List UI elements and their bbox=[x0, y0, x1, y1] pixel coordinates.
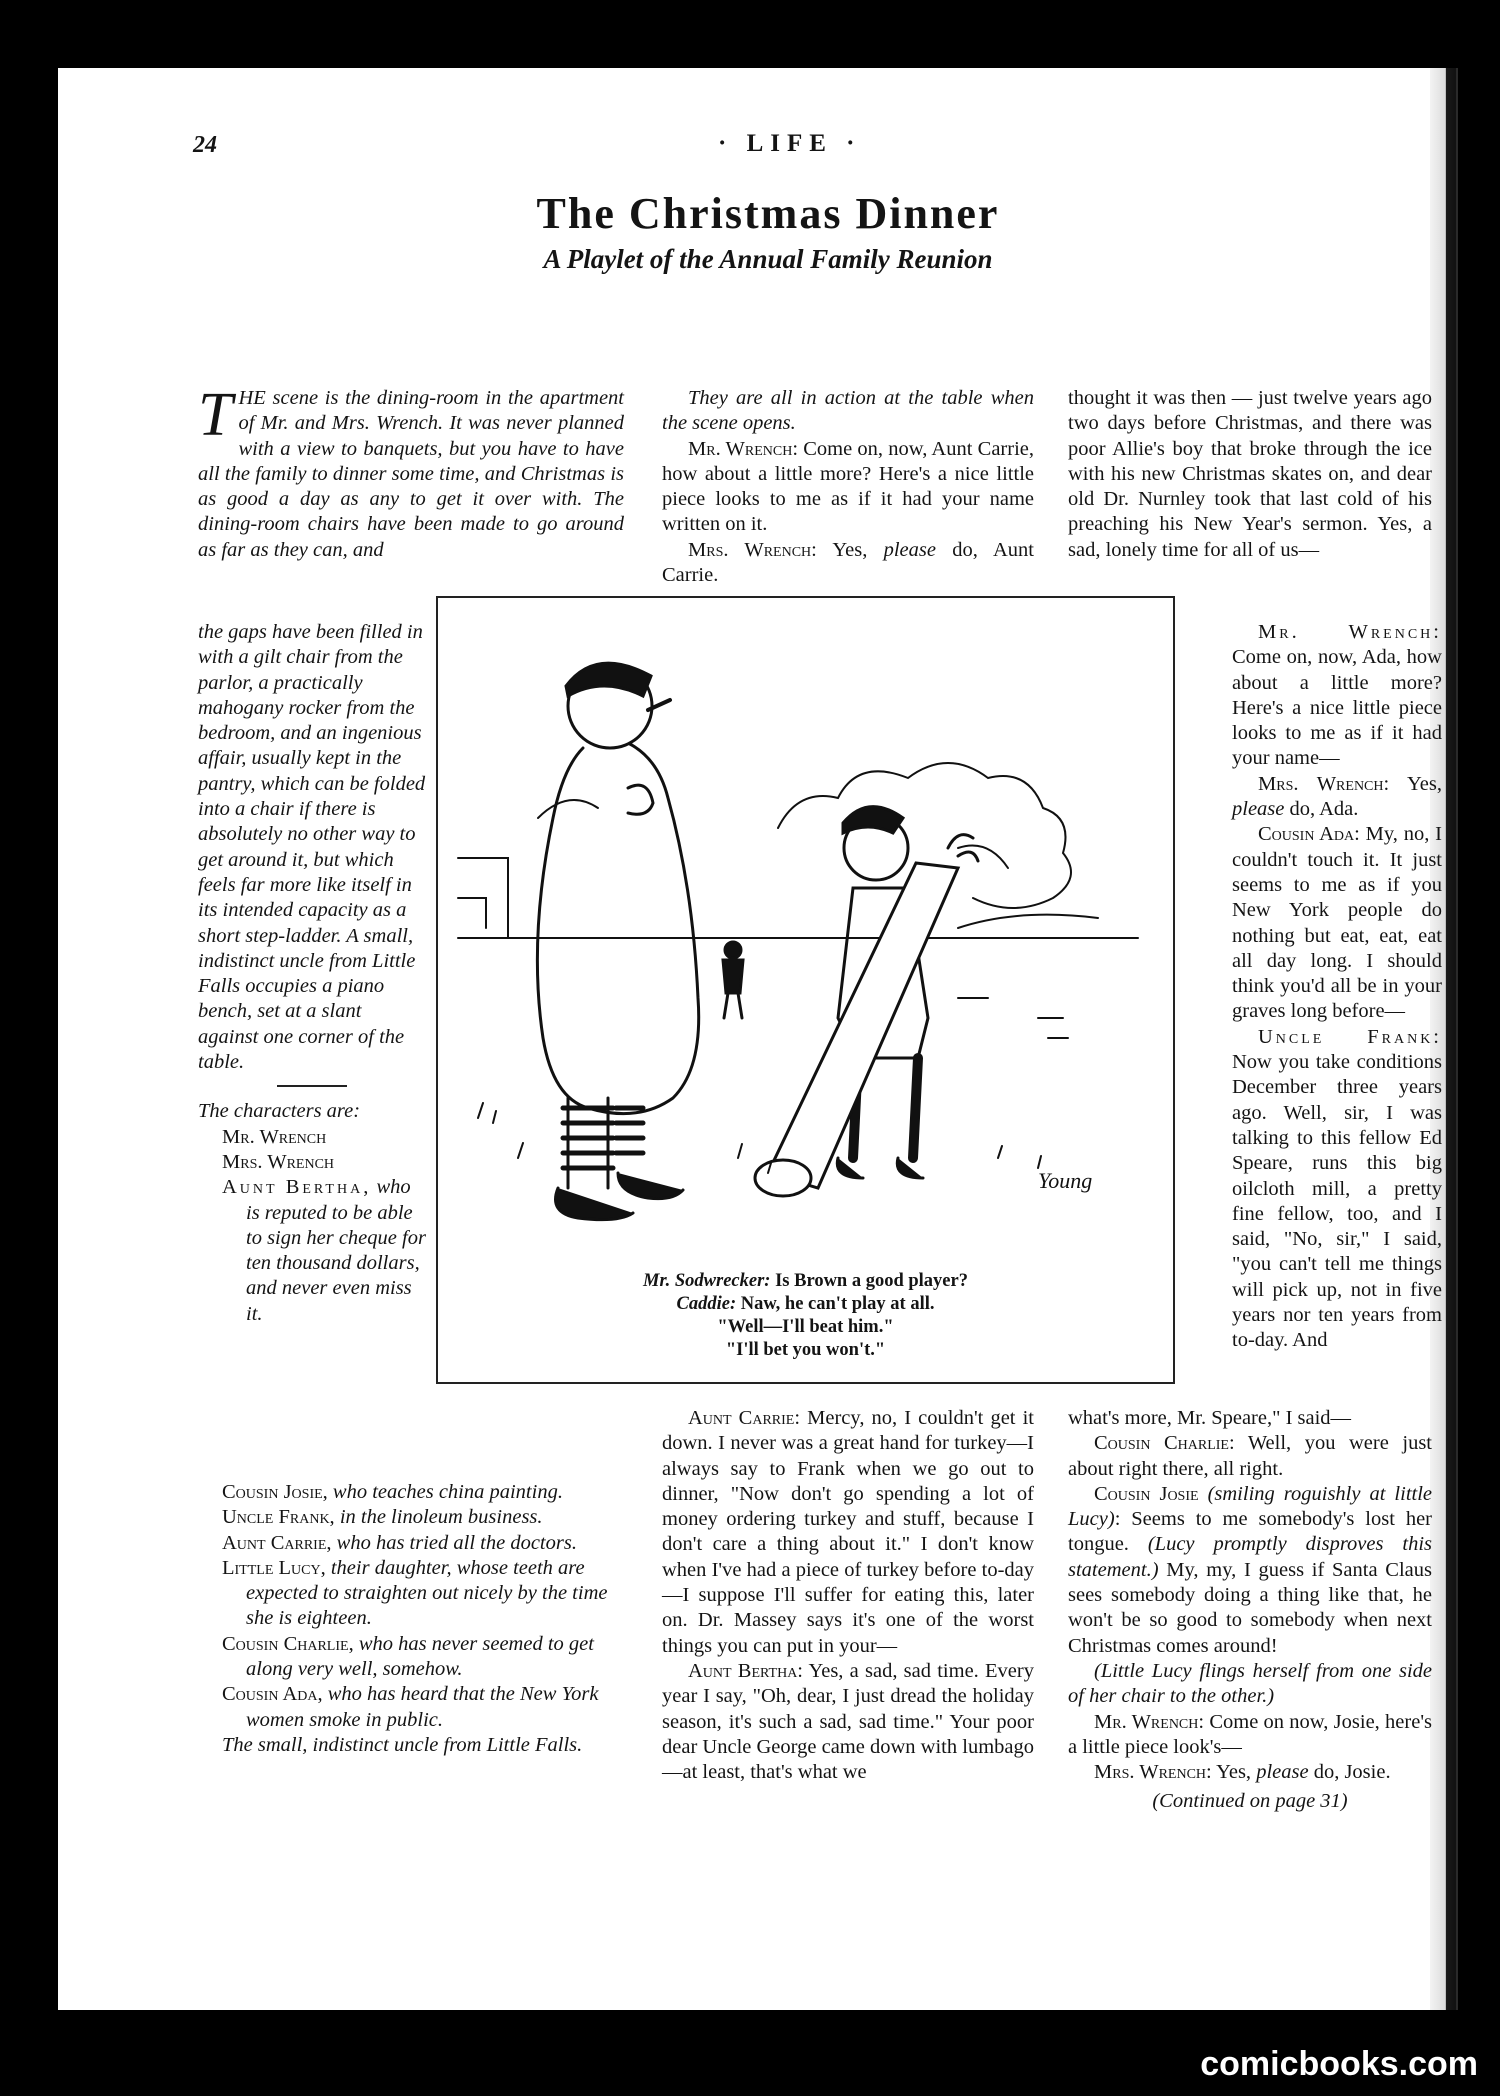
dialogue-line: Mr. Wrench: Come on, now, Aunt Carrie, how about a little more? Here's a nice little piece looks to me as if it had your name written on it. bbox=[662, 437, 1034, 536]
article-title: The Christmas Dinner bbox=[536, 189, 1000, 238]
character-entry: Uncle Frank, in the linoleum business. bbox=[222, 1506, 543, 1529]
characters-label: The characters are: bbox=[198, 1100, 361, 1123]
character-entry: Aunt Carrie, who has tried all the doctors. bbox=[222, 1531, 577, 1554]
magazine-page bbox=[58, 68, 1458, 2010]
site-watermark: comicbooks.com bbox=[1200, 2045, 1478, 2083]
dialogue-line: Mrs. Wrench: Yes, please do, Ada. bbox=[1232, 772, 1442, 821]
stage-direction: They are all in action at the table when the scene opens. bbox=[662, 387, 1034, 435]
character-entry: Cousin Josie, who teaches china painting. bbox=[222, 1481, 563, 1503]
dialogue-line: Aunt Bertha: Yes, a sad, sad time. Every year I say, "Oh, dear, I just dread the holiday season, it's such a sad, sad time." Your poor dear Uncle George came down with lumbago—at least, that's what we bbox=[662, 1659, 1034, 1784]
character-entry: Cousin Ada, who has heard that the New York women smoke in public. bbox=[222, 1683, 599, 1731]
intro-paragraph-narrow: the gaps have been filled in with a gilt chair from the parlor, a practically mahogany rocker from the bedroom, and an ingenious affair, usually kept in the pantry, which can be folded into a chair if there is absolutely no other way to get around it, but which feels far more like itself in its intended capacity as a short step-ladder. A small, indistinct uncle from Little Falls occupies a piano bench, set at a slant against one corner of the table. The characters are: Mr. Wrench Mrs. Wrench Aunt Bertha, who is reputed to be able to sign her cheque for ten thousand dollars, and never even miss it. bbox=[198, 620, 426, 1327]
column-2-bottom bbox=[662, 1406, 1034, 1785]
dialogue-line: Aunt Carrie: Mercy, no, I couldn't get it down. I never was a great hand for turkey—I always say to Frank when we go out to dinner, "Now don't go spending a lot of money ordering turkey and stuff, because I don't care a thing about it." I don't know when I've had a piece of turkey before to-day—I suppose I'll suffer for eating this, later on. Dr. Massey says it's one of the worst things you can put in your— bbox=[662, 1407, 1034, 1657]
stage-direction: (Little Lucy flings herself from one side of her chair to the other.) bbox=[1068, 1659, 1432, 1708]
character-entry: Little Lucy, their daughter, whose teeth are expected to straighten out nicely by the time she is eighteen. bbox=[222, 1556, 608, 1630]
page-number: 24 bbox=[193, 132, 217, 158]
column-2-top bbox=[662, 386, 1034, 588]
column-3-top: thought it was then — just twelve years ago two days before Christmas, and there was poor Allie's boy that broke through the ice with his new Christmas skates on, and dear old Dr. Nurnley took that last cold of his preaching his New Year's sermon. Yes, a sad, lonely time for all of us— bbox=[1068, 387, 1432, 561]
caption-line: "Well—I'll beat him." bbox=[717, 1317, 894, 1337]
dialogue-line: Mrs. Wrench: Yes, please do, Josie. bbox=[1094, 1761, 1391, 1784]
character-list bbox=[222, 1480, 627, 1758]
character-entry: Mrs. Wrench bbox=[222, 1150, 335, 1173]
section-rule bbox=[277, 1085, 347, 1087]
dialogue-line: Mr. Wrench: Come on, now, Ada, how about a little more? Here's a nice little piece looks to me as if it had your name— bbox=[1232, 621, 1442, 770]
cartoon-illustration bbox=[436, 596, 1175, 1384]
dialogue-line: Mrs. Wrench: Yes, please do, Aunt Carrie. bbox=[662, 538, 1034, 587]
caption-line: Caddie: Naw, he can't play at all. bbox=[676, 1294, 935, 1314]
golf-cartoon-drawing bbox=[438, 598, 1173, 1258]
continued-note: (Continued on page 31) bbox=[1152, 1790, 1348, 1813]
dialogue-line: Cousin Charlie: Well, you were just about right there, all right. bbox=[1068, 1432, 1432, 1480]
artist-signature: Young bbox=[1038, 1168, 1093, 1193]
dialogue-line: Uncle Frank: Now you take conditions December three years ago. Well, sir, I was talking to this fellow Ed Speare, runs this big oilcloth mill, a pretty fine fellow, too, and I said, "No, sir," I said, "you can't tell me things will pick up, not in five years nor ten years from to-day. And bbox=[1232, 1025, 1442, 1352]
cartoon-caption bbox=[458, 1270, 1153, 1362]
intro-paragraph: THE scene is the dining-room in the apartment of Mr. and Mrs. Wrench. It was never planned with a view to banquets, but you have to have all the family to dinner some time, and Christmas is as good a day as any to get it over with. The dining-room chairs have been made to go around as far as they can, and bbox=[198, 381, 624, 561]
character-entry: Mr. Wrench bbox=[222, 1125, 327, 1148]
column-3-narrow bbox=[1232, 620, 1442, 1354]
character-entry: The small, indistinct uncle from Little Falls. bbox=[222, 1733, 583, 1756]
character-entry: Cousin Charlie, who has never seemed to get along very well, somehow. bbox=[222, 1632, 594, 1681]
caption-line: Mr. Sodwrecker: Is Brown a good player? bbox=[643, 1271, 968, 1291]
running-head: · LIFE · bbox=[718, 130, 862, 157]
column-3-bottom: what's more, Mr. Speare," I said— Cousin Charlie: Well, you were just about right there, all right. Cousin Josie (smiling roguishly at little Lucy): Seems to me somebody's lost her tongue. (Lucy promptly disproves this statement.) My, my, I guess if Santa Claus sees somebody doing a thing like that, he won't be so good to somebody when next Christmas comes around! (Little Lucy flings herself from one side of her chair to the other.) Mr. Wrench: Come on now, Josie, here's a little piece look's— Mrs. Wrench: Yes, please do, Josie. (Continued on page 31) bbox=[1068, 1406, 1432, 1815]
article-subtitle: A Playlet of the Annual Family Reunion bbox=[543, 244, 993, 274]
drop-cap: T bbox=[198, 381, 233, 449]
dialogue-line: Cousin Ada: My, no, I couldn't touch it. It just seems to me as if you New York people do nothing but eat, eat, eat all day long. I should think you'd all be in your graves long before— bbox=[1232, 823, 1442, 1023]
character-entry: Aunt Bertha, who is reputed to be able to sign her cheque for ten thousand dollars, and never even miss it. bbox=[222, 1176, 426, 1325]
caption-line: "I'll bet you won't." bbox=[725, 1340, 886, 1360]
dialogue-line: Cousin Josie (smiling roguishly at little Lucy): Seems to me somebody's lost her tongue. (Lucy promptly disproves this statement.) My, my, I guess if Santa Claus sees somebody doing a thing like that, he won't be so good to somebody when next Christmas comes around! bbox=[1068, 1482, 1433, 1657]
dialogue-line: Mr. Wrench: Come on now, Josie, here's a little piece look's— bbox=[1068, 1710, 1432, 1758]
